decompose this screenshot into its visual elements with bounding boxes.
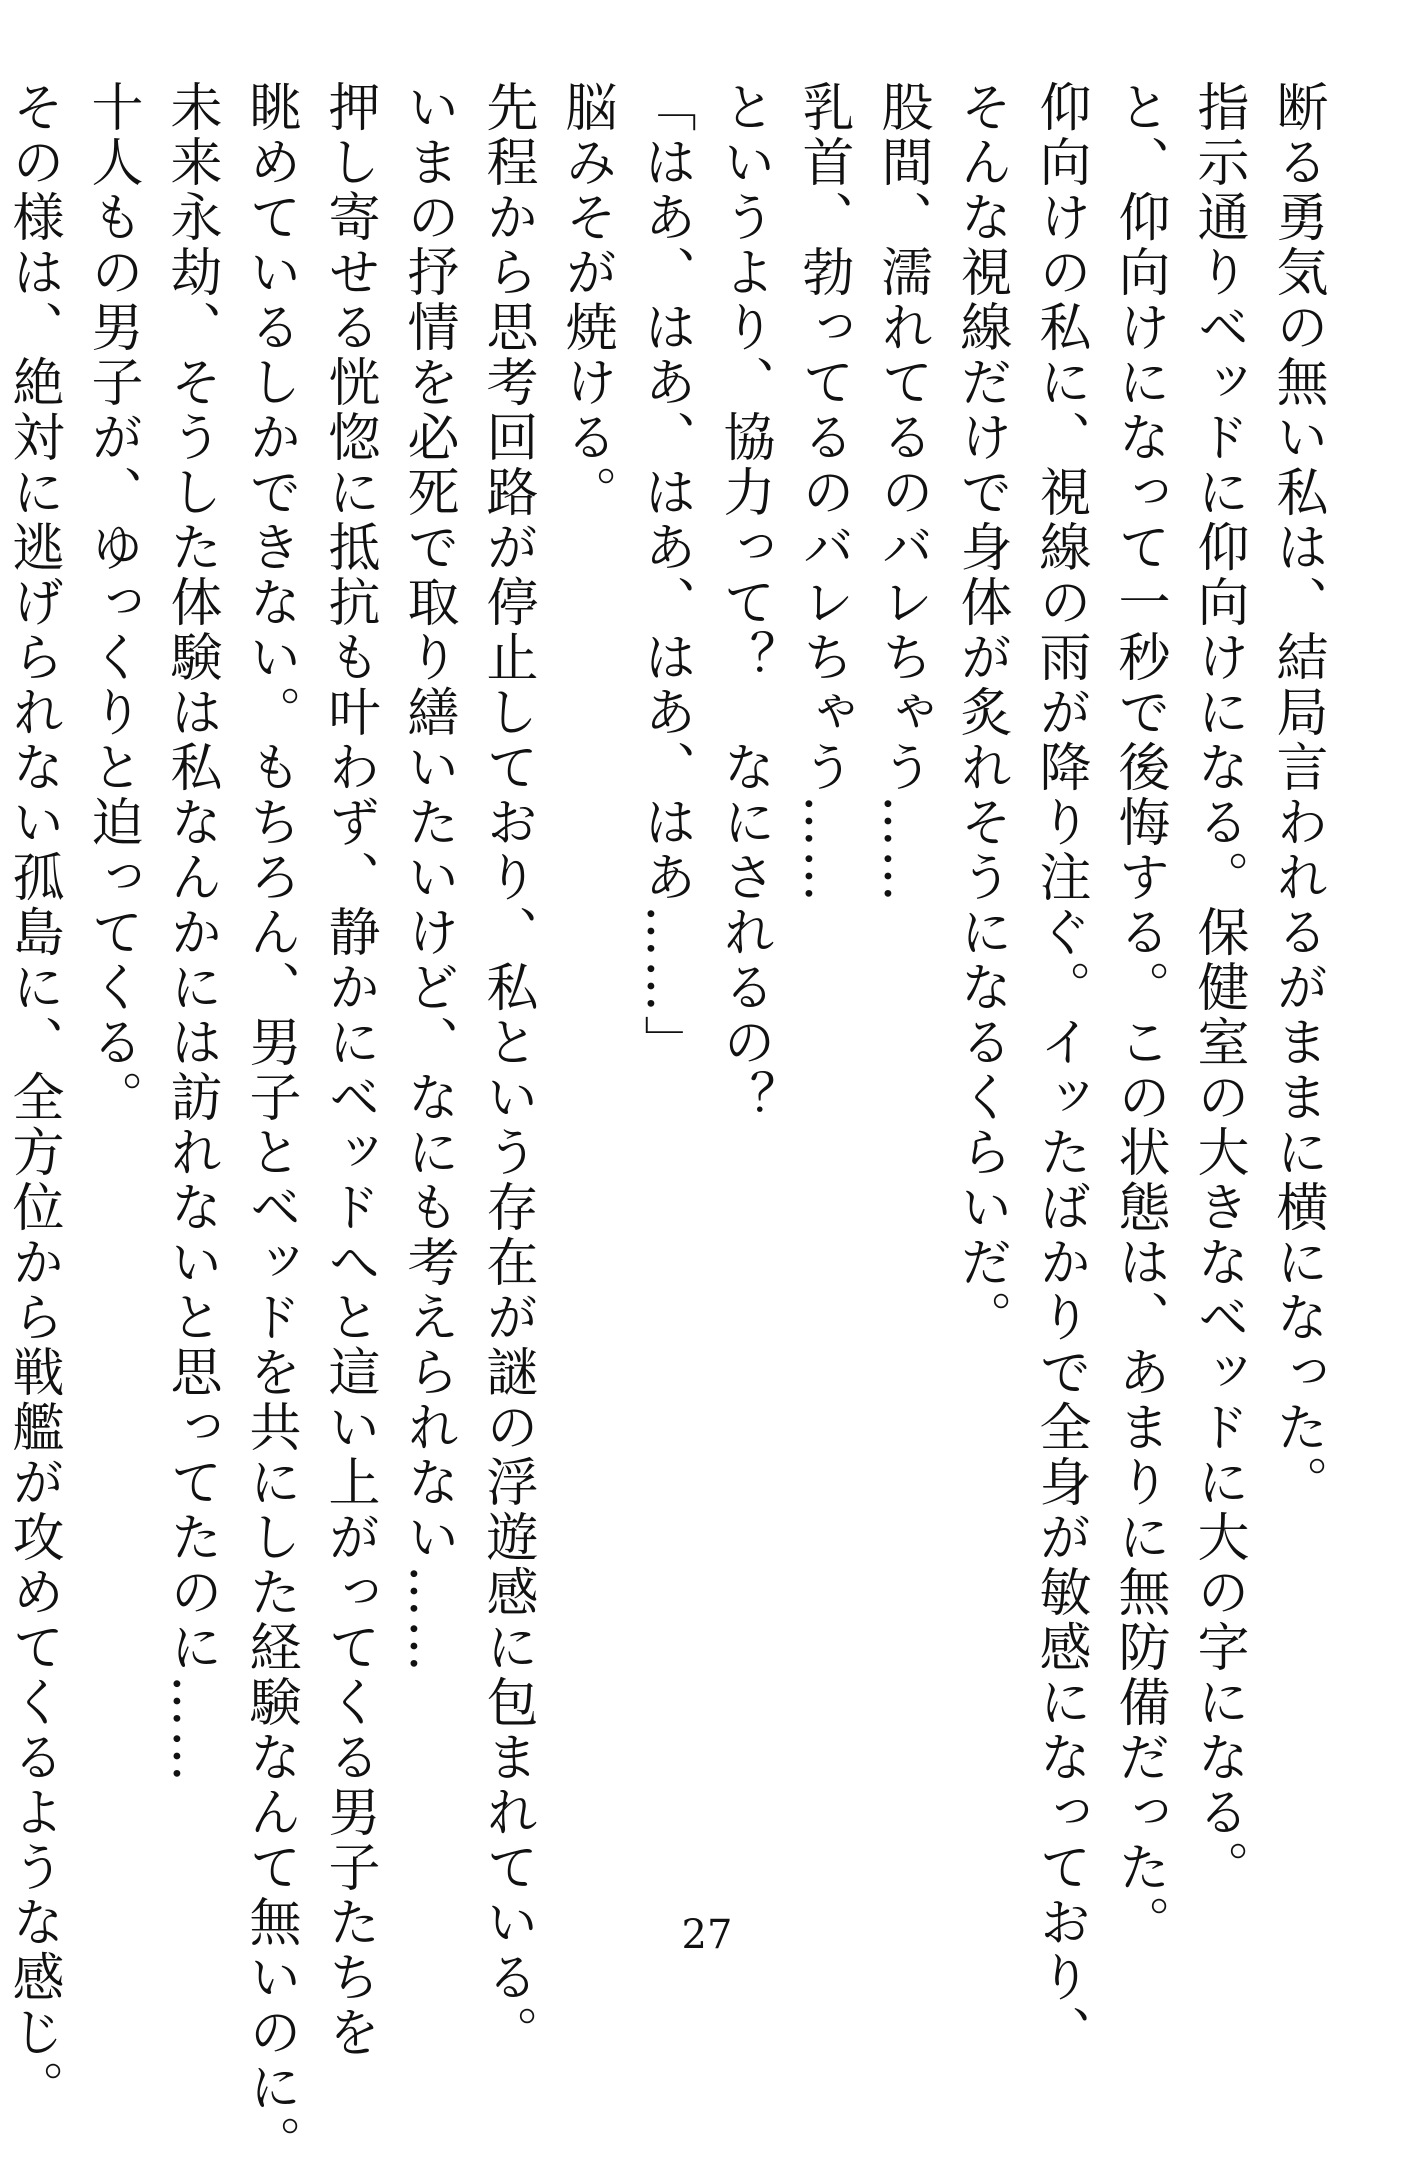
text-line: 押し寄せる恍惚に抵抗も叶わず、静かにベッドへと這い上がってくる男子たちを: [319, 80, 379, 2060]
text-line: その様は、絶対に逃げられない孤島に、全方位から戦艦が攻めてくるような感じ。: [3, 80, 63, 2115]
text-line: 股間、濡れてるのバレちゃう……: [872, 80, 932, 905]
text-line: 「はあ、はあ、はあ、はあ、はあ……」: [635, 80, 695, 1070]
text-line: 乳首、勃ってるのバレちゃう……: [793, 80, 853, 905]
page-number: 27: [681, 1912, 733, 1958]
text-line: 眺めているしかできない。もちろん、男子とベッドを共にした経験なんて無いのに。: [240, 80, 300, 2170]
text-line: 十人もの男子が、ゆっくりと迫ってくる。: [82, 80, 142, 1125]
text-line: 指示通りベッドに仰向けになる。保健室の大きなベッドに大の字になる。: [1188, 80, 1248, 1895]
text-line: 先程から思考回路が停止しており、私という存在が謎の浮遊感に包まれている。: [477, 80, 537, 2060]
text-line: 脳みそが焼ける。: [556, 80, 616, 520]
text-line: 仰向けの私に、視線の雨が降り注ぐ。イッたばかりで全身が敏感になっており、: [1030, 80, 1090, 2060]
text-line: いまの抒情を必死で取り繕いたいけど、なにも考えられない……: [398, 80, 458, 1675]
text-line: そんな視線だけで身体が炙れそうになるくらいだ。: [951, 80, 1011, 1345]
text-line: というより、協力って？ なにされるの？: [714, 80, 774, 1125]
text-line: と、仰向けになって一秒で後悔する。この状態は、あまりに無防備だった。: [1109, 80, 1169, 1950]
text-line: 未来永劫、そうした体験は私なんかには訪れないと思ってたのに……: [161, 80, 221, 1785]
text-line: 断る勇気の無い私は、結局言われるがままに横になった。: [1267, 80, 1327, 1510]
